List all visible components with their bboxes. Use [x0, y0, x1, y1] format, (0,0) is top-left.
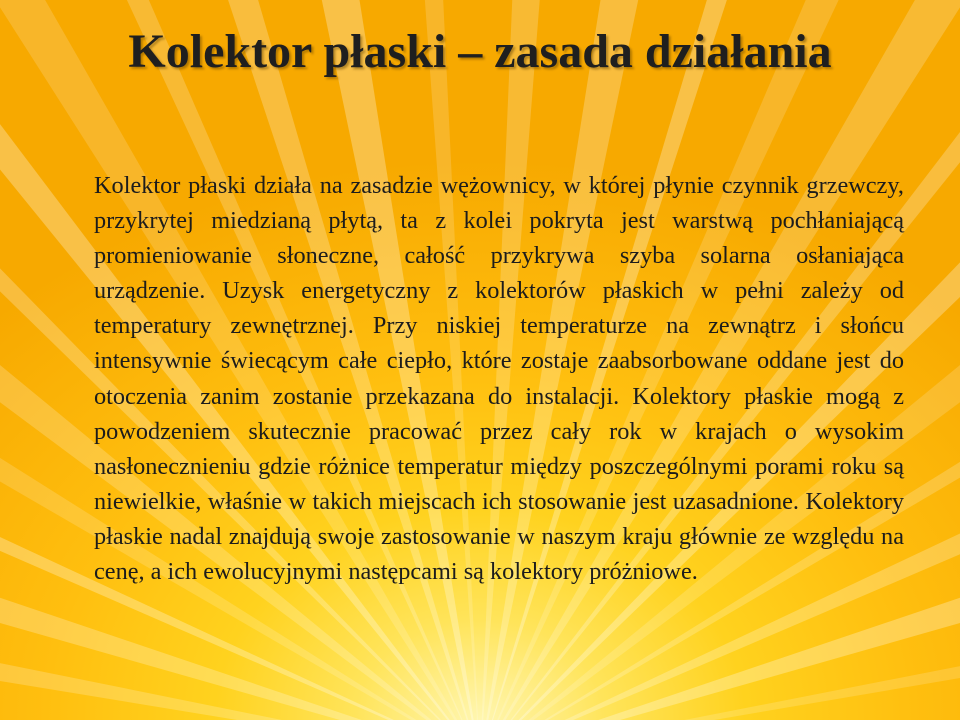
slide-body-text: Kolektor płaski działa na zasadzie wężownicy, w której płynie czynnik grzewczy, przykrytej miedzianą płytą, ta z kolei pokryta jest warstwą pochłaniającą promieniowanie słoneczne, całość przykrywa szyba solarna osłaniająca urządzenie. Uzysk energetyczny z kolektorów płaskich w pełni zależy od temperatury zewnętrznej. Przy niskiej temperaturze na zewnątrz i słońcu intensywnie świecącym całe ciepło, które zostaje zaabsorbowane oddane jest do otoczenia zanim zostanie przekazana do instalacji. Kolektory płaskie mogą z powodzeniem skutecznie pracować przez cały rok w krajach o wysokim nasłonecznieniu gdzie różnice temperatur między poszczególnymi porami roku są niewielkie, właśnie w takich miejscach ich stosowanie jest uzasadnione. Kolektory płaskie nadal znajdują swoje zastosowanie w naszym kraju głównie ze względu na cenę, a ich ewolucyjnymi następcami są kolektory próżniowe. — [94, 172, 904, 586]
slide-title: Kolektor płaski – zasada działania — [128, 25, 832, 78]
